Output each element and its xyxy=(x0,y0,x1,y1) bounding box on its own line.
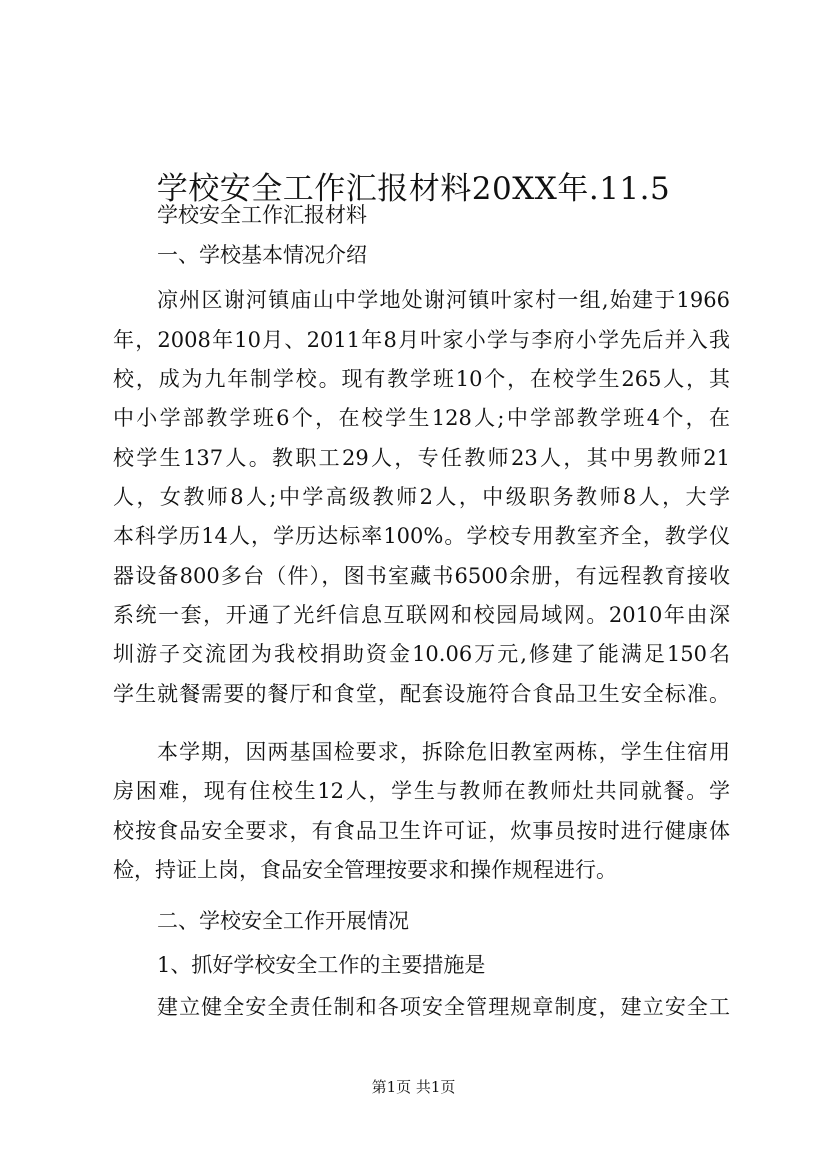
paragraph-line: 本科学历14人，学历达标率100%。学校专用教室齐全，教学仪 xyxy=(113,524,730,548)
paragraph-line: 圳游子交流团为我校捐助资金10.06万元,修建了能满足150名 xyxy=(113,642,730,666)
section-heading: 一、学校基本情况介绍 xyxy=(157,243,367,267)
paragraph-line: 本学期，因两基国检要求，拆除危旧教室两栋，学生住宿用 xyxy=(157,740,730,764)
paragraph-line: 年，2008年10月、2011年8月叶家小学与李府小学先后并入我 xyxy=(113,328,730,352)
paragraph-line: 校，成为九年制学校。现有教学班10个，在校学生265人，其 xyxy=(113,367,730,391)
paragraph-line: 校按食品安全要求，有食品卫生许可证，炊事员按时进行健康体 xyxy=(113,819,730,843)
paragraph-line: 人，女教师8人;中学高级教师2人，中级职务教师8人，大学 xyxy=(113,485,730,509)
paragraph-line: 系统一套，开通了光纤信息互联网和校园局域网。2010年由深 xyxy=(113,603,730,627)
paragraph-line: 房困难，现有住校生12人，学生与教师在教师灶共同就餐。学 xyxy=(113,779,730,803)
paragraph-line: 校学生137人。教职工29人，专任教师23人，其中男教师21 xyxy=(113,446,730,470)
paragraph-line: 建立健全安全责任制和各项安全管理规章制度，建立安全工 xyxy=(157,995,730,1019)
paragraph-line: 器设备800多台（件），图书室藏书6500余册，有远程教育接收 xyxy=(113,564,730,588)
section-heading: 二、学校安全工作开展情况 xyxy=(157,909,409,933)
paragraph-line: 中小学部教学班6个，在校学生128人;中学部教学班4个，在 xyxy=(113,406,730,430)
page-footer: 第1页 共1页 xyxy=(371,1078,456,1096)
paragraph-line: 凉州区谢河镇庙山中学地处谢河镇叶家村一组,始建于1966 xyxy=(157,288,730,312)
subsection-heading: 1、抓好学校安全工作的主要措施是 xyxy=(157,953,486,977)
subtitle-line: 学校安全工作汇报材料 xyxy=(157,203,367,227)
document-title: 学校安全工作汇报材料20XX年.11.5 xyxy=(156,170,671,207)
paragraph-line: 学生就餐需要的餐厅和食堂，配套设施符合食品卫生安全标准。 xyxy=(113,682,730,706)
paragraph-line: 检，持证上岗，食品安全管理按要求和操作规程进行。 xyxy=(113,858,617,882)
